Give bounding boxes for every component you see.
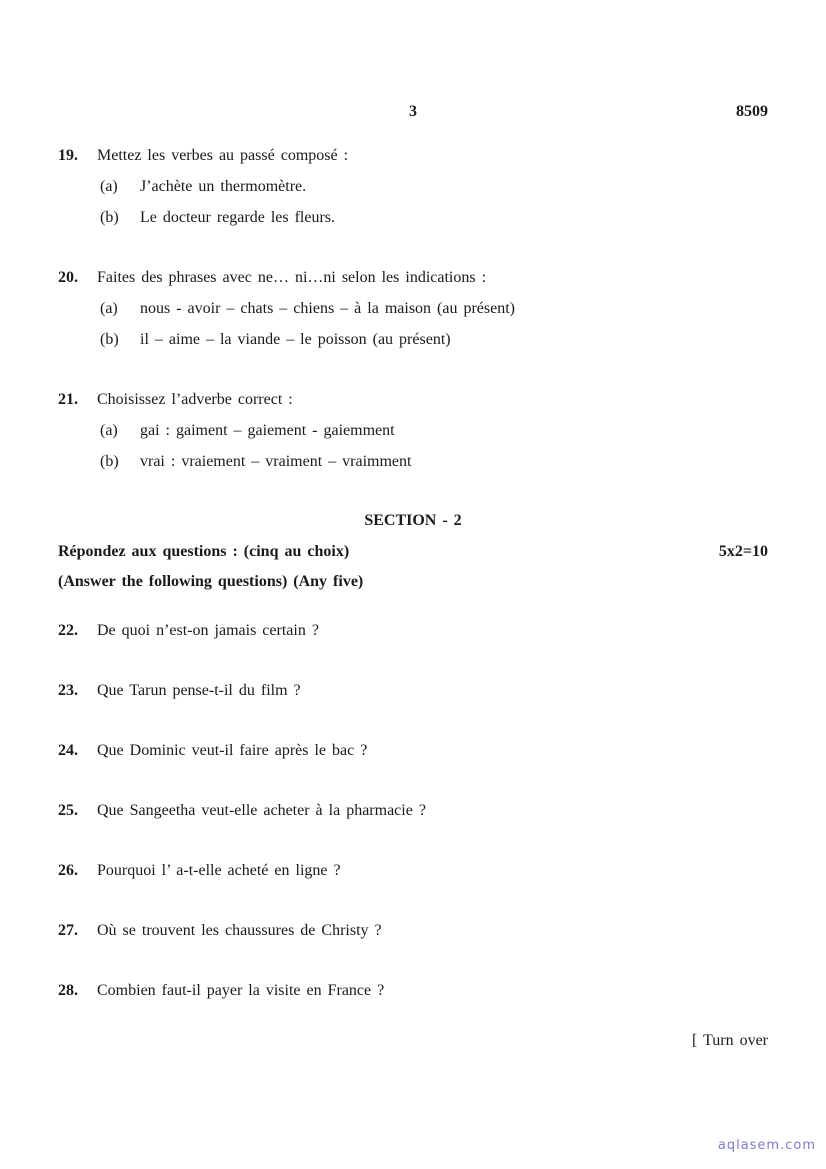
sub-question-text: vrai : vraiement – vraiment – vraimment <box>140 453 412 470</box>
question-text: Que Dominic veut-il faire après le bac ? <box>97 742 368 759</box>
sub-question-text: Le docteur regarde les fleurs. <box>140 209 336 226</box>
question-text: Faites des phrases avec ne… ni…ni selon les indications : <box>97 269 487 286</box>
question-body <box>97 147 768 227</box>
question-23 <box>58 682 768 700</box>
paper-code: 8509 <box>736 103 768 120</box>
sub-question <box>97 209 768 227</box>
sub-question <box>97 422 768 440</box>
question-number: 27. <box>58 922 78 939</box>
question-22 <box>58 622 768 640</box>
question-number: 20. <box>58 269 78 286</box>
section-instruction-row <box>58 543 768 561</box>
question-text: Mettez les verbes au passé composé : <box>97 147 349 164</box>
sub-question-label: (a) <box>100 422 118 439</box>
question-number: 21. <box>58 391 78 408</box>
watermark-link[interactable]: aqlasem.com <box>717 1138 816 1153</box>
question-number: 22. <box>58 622 78 639</box>
question-text: Choisissez l’adverbe correct : <box>97 391 293 408</box>
sub-question-label: (a) <box>100 178 118 195</box>
sub-question <box>97 453 768 471</box>
page-header <box>58 103 768 121</box>
sub-question-label: (b) <box>100 331 119 348</box>
sub-question-text: nous - avoir – chats – chiens – à la maison (au présent) <box>140 300 516 317</box>
turn-over-note: [ Turn over <box>691 1032 768 1049</box>
question-28 <box>58 982 768 1000</box>
question-number: 25. <box>58 802 78 819</box>
question-25 <box>58 802 768 820</box>
question-text: De quoi n’est-on jamais certain ? <box>97 622 319 639</box>
question-text: Que Tarun pense-t-il du film ? <box>97 682 301 699</box>
sub-question-text: J’achète un thermomètre. <box>140 178 307 195</box>
sub-question <box>97 331 768 349</box>
sub-question-label: (b) <box>100 209 119 226</box>
question-24 <box>58 742 768 760</box>
question-27 <box>58 922 768 940</box>
question-number: 19. <box>58 147 78 164</box>
sub-question-label: (b) <box>100 453 119 470</box>
instruction-french: Répondez aux questions : (cinq au choix) <box>58 543 350 560</box>
question-20 <box>58 269 768 349</box>
sub-question <box>97 178 768 196</box>
question-text: Où se trouvent les chaussures de Christy ? <box>97 922 382 939</box>
question-number: 26. <box>58 862 78 879</box>
question-21 <box>58 391 768 471</box>
instruction-english: (Answer the following questions) (Any five) <box>58 573 364 590</box>
section-title: SECTION - 2 <box>364 512 462 529</box>
sub-question-text: il – aime – la viande – le poisson (au présent) <box>140 331 451 348</box>
question-body <box>97 391 768 471</box>
marks-scheme: 5x2=10 <box>718 543 768 560</box>
question-body <box>97 269 768 349</box>
page-number: 3 <box>409 103 417 120</box>
question-text: Pourquoi l’ a-t-elle acheté en ligne ? <box>97 862 341 879</box>
question-26 <box>58 862 768 880</box>
sub-question <box>97 300 768 318</box>
question-19 <box>58 147 768 227</box>
question-number: 23. <box>58 682 78 699</box>
sub-question-label: (a) <box>100 300 118 317</box>
question-number: 24. <box>58 742 78 759</box>
question-text: Que Sangeetha veut-elle acheter à la pharmacie ? <box>97 802 426 819</box>
question-number: 28. <box>58 982 78 999</box>
sub-question-text: gai : gaiment – gaiement - gaiemment <box>140 422 395 439</box>
question-text: Combien faut-il payer la visite en France ? <box>97 982 385 999</box>
